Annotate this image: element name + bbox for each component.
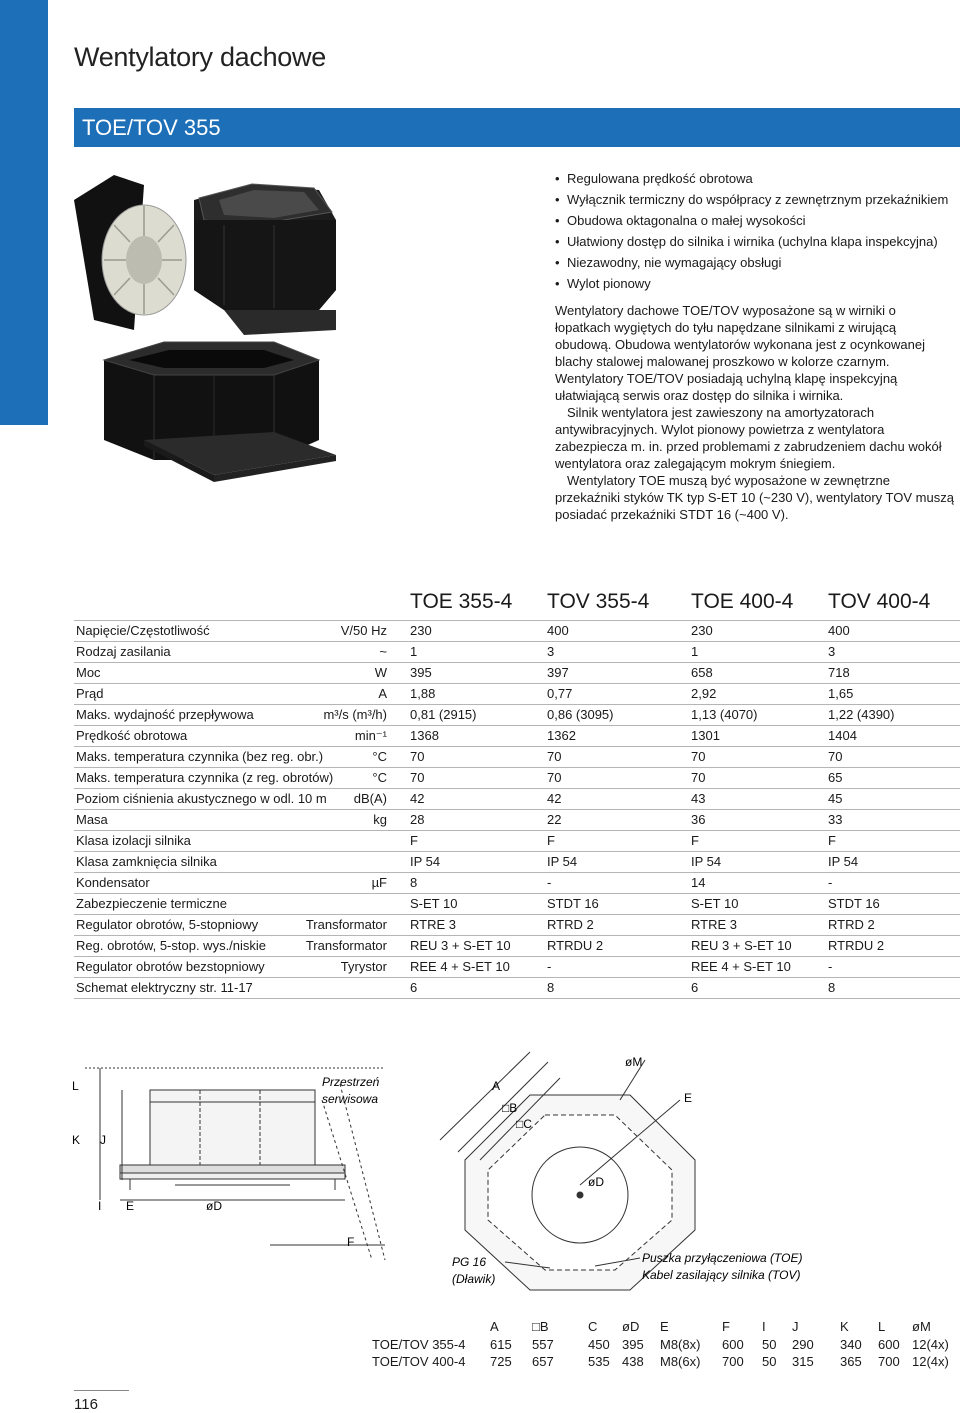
box-label: Puszka przyłączeniowa (TOE) [642,1251,803,1265]
technical-drawing [60,1040,960,1300]
row-label: Kondensator [76,875,150,890]
table-cell: 0,81 (2915) [410,707,477,722]
dims-header: F [722,1319,730,1334]
table-cell: 395 [410,665,432,680]
dim-label: E [126,1199,135,1213]
dim-label: øD [206,1199,222,1213]
table-cell: 400 [828,623,850,638]
row-unit: kg [373,812,387,827]
row-unit: Transformator [305,917,387,932]
table-cell: 397 [547,665,569,680]
table-row [74,914,960,935]
row-label: Maks. temperatura czynnika (bez reg. obr.) [76,749,324,764]
table-cell: 1,13 (4070) [691,707,758,722]
product-photo [74,170,336,482]
table-cell: 1301 [691,728,720,743]
dims-header: øD [622,1319,640,1334]
row-unit: °C [372,749,387,764]
model-header: TOV 355-4 [547,590,650,613]
row-label: Regulator obrotów, 5-stopniowy [76,917,259,932]
table-row [74,788,960,809]
description-paragraph: Wentylatory dachowe TOE/TOV wyposażone są w wirniki o łopatkach wygiętych do tyłu napędzane silnikami z wirującą obudową. Obudowa wentylatorów wykonana jest z ocynkowanej blachy stalowej malowanej proszkowo w kolorze czarnym. Wentylatory TOE/TOV posiadają uchylną klapę inspekcyjną ułatwiającą serwis oraz dostęp do silnika i wirnika. [555,303,925,403]
table-cell: 8 [828,980,836,995]
table-cell: 290 [792,1337,814,1352]
table-cell: 657 [532,1354,554,1369]
box-label: Kabel zasilający silnika (TOV) [642,1268,801,1282]
row-label: Poziom ciśnienia akustycznego w odl. 10 m [76,791,327,806]
table-cell: 535 [588,1354,610,1369]
row-unit: min⁻¹ [354,728,387,743]
table-cell: REE 4 + S-ET 10 [410,959,510,974]
table-row [74,872,960,893]
table-cell: 1404 [828,728,857,743]
table-cell: 615 [490,1337,512,1352]
table-cell: RTRDU 2 [828,938,885,953]
table-cell: 365 [840,1354,862,1369]
list-item: • Regulowana prędkość obrotowa [555,168,948,189]
table-row [74,620,960,641]
table-cell: 65 [828,770,843,785]
table-cell: STDT 16 [547,896,599,911]
table-cell: 600 [722,1337,744,1352]
row-unit: m³/s (m³/h) [323,707,387,722]
row-unit: V/50 Hz [340,623,387,638]
page-number: 116 [74,1396,98,1413]
table-cell: 0,86 (3095) [547,707,614,722]
table-row [74,830,960,851]
table-cell: REU 3 + S-ET 10 [691,938,792,953]
page-title: Wentylatory dachowe [74,42,326,72]
list-item: • Ułatwiony dostęp do silnika i wirnika (uchylna klapa inspekcyjna) [555,231,948,252]
dim-label: øD [588,1175,604,1189]
table-cell: RTRD 2 [828,917,875,932]
table-cell: 395 [622,1337,644,1352]
table-cell: S-ET 10 [691,896,739,911]
table-cell: 315 [792,1354,814,1369]
list-item: • Wyłącznik termiczny do współpracy z zewnętrznym przekaźnikiem [555,189,948,210]
dims-header: E [660,1319,669,1334]
table-row [74,956,960,977]
model-header: TOV 400-4 [828,590,931,613]
table-cell: IP 54 [410,854,441,869]
service-label: Przestrzeń [322,1075,380,1089]
row-label: Reg. obrotów, 5-stop. wys./niskie [76,938,267,953]
table-cell: STDT 16 [828,896,880,911]
dims-header: I [762,1319,766,1334]
table-cell: 70 [691,749,706,764]
row-label: Klasa izolacji silnika [76,833,191,848]
table-row [74,746,960,767]
pg-label: PG 16 [452,1255,487,1269]
table-cell: - [828,875,833,890]
table-cell: F [410,833,418,848]
table-cell: 230 [691,623,713,638]
table-cell: S-ET 10 [410,896,458,911]
description-paragraph: Wentylatory TOE muszą być wyposażone w zewnętrzne przekaźniki styków TK typ S-ET 10 (~230 V), wentylatory TOV muszą posiadać przekaźniki STDT 16 (~400 V). [555,473,954,522]
row-unit: dB(A) [353,791,387,806]
table-cell: RTRE 3 [691,917,737,932]
table-cell: 700 [878,1354,900,1369]
product-banner [74,108,960,147]
row-unit: µF [371,875,387,890]
table-cell: 340 [840,1337,862,1352]
table-row [74,704,960,725]
table-cell: 2,92 [691,686,717,701]
table-row [74,725,960,746]
table-cell: RTRD 2 [547,917,594,932]
table-cell: 8 [547,980,555,995]
row-unit: A [378,686,387,701]
table-row [74,683,960,704]
table-cell: M8(8x) [660,1337,701,1352]
row-label: Napięcie/Częstotliwość [76,623,210,638]
row-label: Maks. temperatura czynnika (z reg. obrotów) [76,770,334,785]
spec-table-header [74,584,960,620]
table-cell: 12(4x) [912,1354,949,1369]
description [555,302,955,523]
row-label: Klasa zamknięcia silnika [76,854,217,869]
table-cell: 3 [828,644,836,659]
row-unit: Tyrystor [340,959,387,974]
dims-header: øM [912,1319,931,1334]
row-label: Zabezpieczenie termiczne [76,896,228,911]
dim-label: øM [625,1055,643,1069]
dims-model: TOE/TOV 400-4 [372,1354,466,1369]
table-cell: 8 [410,875,418,890]
table-cell: 658 [691,665,713,680]
table-cell: 6 [410,980,418,995]
table-cell: 22 [547,812,562,827]
table-row [74,641,960,662]
table-cell: 1,22 (4390) [828,707,895,722]
spec-table [74,584,960,999]
table-cell: 70 [547,770,562,785]
dim-label: □B [502,1101,518,1115]
table-cell: 400 [547,623,569,638]
table-cell: 28 [410,812,425,827]
dims-header: A [490,1319,499,1334]
table-row [74,977,960,999]
model-header: TOE 355-4 [410,590,513,613]
table-cell: 70 [691,770,706,785]
dim-label: F [347,1235,355,1249]
table-cell: 70 [828,749,843,764]
pg-label: (Dławik) [452,1272,496,1286]
table-cell: 3 [547,644,555,659]
feature-list [555,168,948,294]
table-cell: 438 [622,1354,644,1369]
description-paragraph: Silnik wentylatora jest zawieszony na amortyzatorach antywibracyjnych. Wylot pionowy powietrza z wentylatora zabezpiecza m. in. przed problemami z zabrudzeniem dachu wokół wentylatora oraz zalegającym mokrym śniegiem. [555,405,942,471]
table-row [74,935,960,956]
table-cell: 36 [691,812,706,827]
table-cell: REU 3 + S-ET 10 [410,938,511,953]
list-item: • Niezawodny, nie wymagający obsługi [555,252,948,273]
dims-header: □B [532,1319,549,1334]
table-cell: 1368 [410,728,439,743]
table-cell: IP 54 [547,854,578,869]
dim-label: K [72,1133,81,1147]
table-cell: F [828,833,836,848]
dim-label: L [72,1079,79,1093]
table-cell: 1,65 [828,686,854,701]
dims-header: J [792,1319,799,1334]
table-row [74,851,960,872]
row-label: Regulator obrotów bezstopniowy [76,959,265,974]
table-row [74,809,960,830]
table-cell: 718 [828,665,850,680]
spec-table-body [74,620,960,999]
table-cell: 725 [490,1354,512,1369]
table-cell: 450 [588,1337,610,1352]
row-label: Schemat elektryczny str. 11-17 [76,980,253,995]
table-row [74,893,960,914]
row-label: Rodzaj zasilania [76,644,171,659]
table-cell: 42 [547,791,562,806]
model-header: TOE 400-4 [691,590,794,613]
row-label: Prędkość obrotowa [76,728,188,743]
table-cell: 230 [410,623,432,638]
table-cell: F [691,833,699,848]
table-row [74,662,960,683]
table-cell: - [547,959,552,974]
row-unit: W [374,665,387,680]
row-label: Moc [76,665,101,680]
table-cell: 50 [762,1337,777,1352]
row-label: Masa [76,812,108,827]
dims-header: C [588,1319,598,1334]
table-cell: F [547,833,555,848]
page-number-rule [74,1390,129,1391]
table-cell: RTRDU 2 [547,938,604,953]
table-cell: M8(6x) [660,1354,701,1369]
table-cell: 70 [410,770,425,785]
row-unit: °C [372,770,387,785]
table-cell: 43 [691,791,706,806]
table-cell: 700 [722,1354,744,1369]
dim-label: E [684,1091,693,1105]
dims-header: K [840,1319,849,1334]
dim-label: □C [516,1117,532,1131]
dims-model: TOE/TOV 355-4 [372,1337,466,1352]
product-title: TOE/TOV 355 [82,115,221,140]
table-cell: - [547,875,552,890]
table-cell: 70 [410,749,425,764]
table-cell: 70 [547,749,562,764]
row-unit: ~ [379,644,387,659]
table-row [74,767,960,788]
table-cell: IP 54 [828,854,859,869]
accent-side-bar [0,0,48,425]
row-label: Prąd [76,686,104,701]
table-cell: 14 [691,875,706,890]
dim-label: J [100,1133,106,1147]
table-cell: 42 [410,791,425,806]
table-cell: 1 [410,644,418,659]
table-cell: RTRE 3 [410,917,456,932]
row-label: Maks. wydajność przepływowa [76,707,254,722]
table-cell: 33 [828,812,843,827]
table-cell: 0,77 [547,686,573,701]
row-unit: Transformator [305,938,387,953]
table-cell: 600 [878,1337,900,1352]
table-cell: 6 [691,980,699,995]
table-cell: 12(4x) [912,1337,949,1352]
list-item: • Obudowa oktagonalna o małej wysokości [555,210,948,231]
list-item: • Wylot pionowy [555,273,948,294]
table-cell: REE 4 + S-ET 10 [691,959,791,974]
table-cell: 45 [828,791,843,806]
table-cell: IP 54 [691,854,722,869]
dim-label: A [492,1079,501,1093]
table-cell: 557 [532,1337,554,1352]
table-cell: 1,88 [410,686,436,701]
table-cell: 50 [762,1354,777,1369]
table-cell: - [828,959,833,974]
dim-label: I [98,1199,102,1213]
table-cell: 1362 [547,728,576,743]
dims-header: L [878,1319,886,1334]
table-cell: 1 [691,644,699,659]
service-label: serwisowa [322,1092,379,1106]
